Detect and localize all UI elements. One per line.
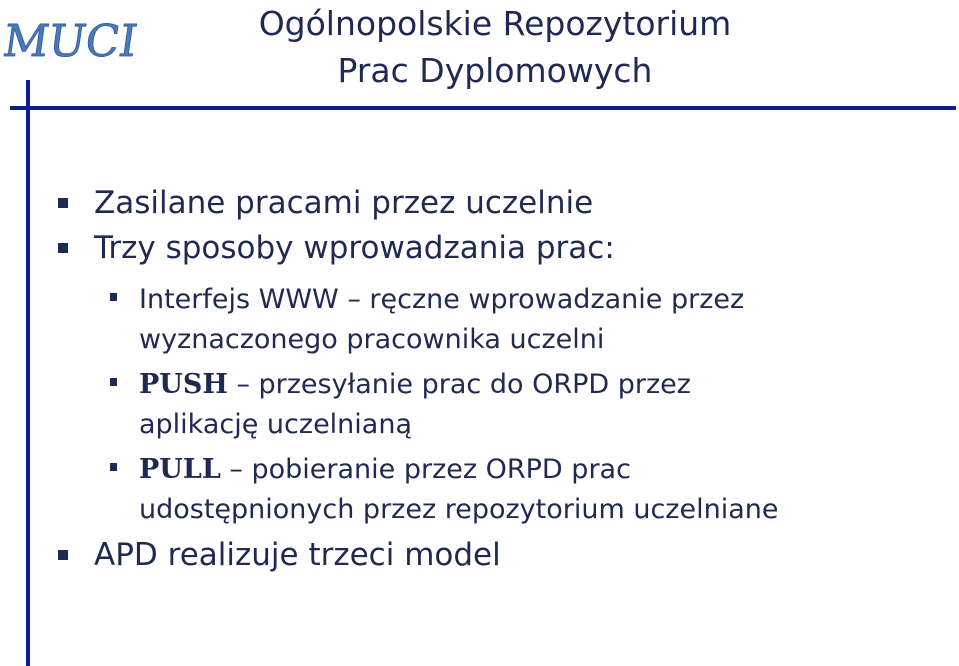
- sub-list-item: [139, 365, 691, 445]
- bullet-square-icon: [58, 550, 68, 560]
- title-line-2: Prac Dyplomowych: [337, 51, 653, 90]
- sub-list-item: [139, 450, 778, 530]
- bullet-square-icon: [58, 198, 68, 208]
- sub-item-line: Interfejs WWW – ręczne wprowadzanie przez: [139, 284, 745, 315]
- list-item: Trzy sposoby wprowadzania prac:: [94, 230, 615, 266]
- sub-item-line: wyznaczonego pracownika uczelni: [139, 324, 605, 355]
- sub-item-text: – przesyłanie prac do ORPD przez: [227, 369, 691, 400]
- bullet-square-icon: [110, 378, 117, 386]
- title-line-1: Ogólnopolskie Repozytorium: [258, 4, 732, 43]
- list-item: APD realizuje trzeci model: [94, 537, 501, 573]
- sub-item-line: aplikację uczelnianą: [139, 409, 412, 440]
- sub-list-item: [139, 280, 744, 360]
- bullet-square-icon: [110, 293, 117, 301]
- sub-item-line: [139, 450, 778, 490]
- list-item: Zasilane pracami przez uczelnie: [94, 185, 594, 221]
- bullet-square-icon: [58, 243, 68, 253]
- sub-item-line: [139, 365, 691, 405]
- pull-keyword: PULL: [139, 454, 221, 485]
- sub-item-line: udostępnionych przez repozytorium uczelniane: [139, 494, 779, 525]
- logo-text: MUCI: [0, 16, 141, 67]
- bullet-square-icon: [110, 463, 117, 471]
- sub-item-text: – pobieranie przez ORPD prac: [220, 454, 631, 485]
- push-keyword: PUSH: [139, 369, 228, 400]
